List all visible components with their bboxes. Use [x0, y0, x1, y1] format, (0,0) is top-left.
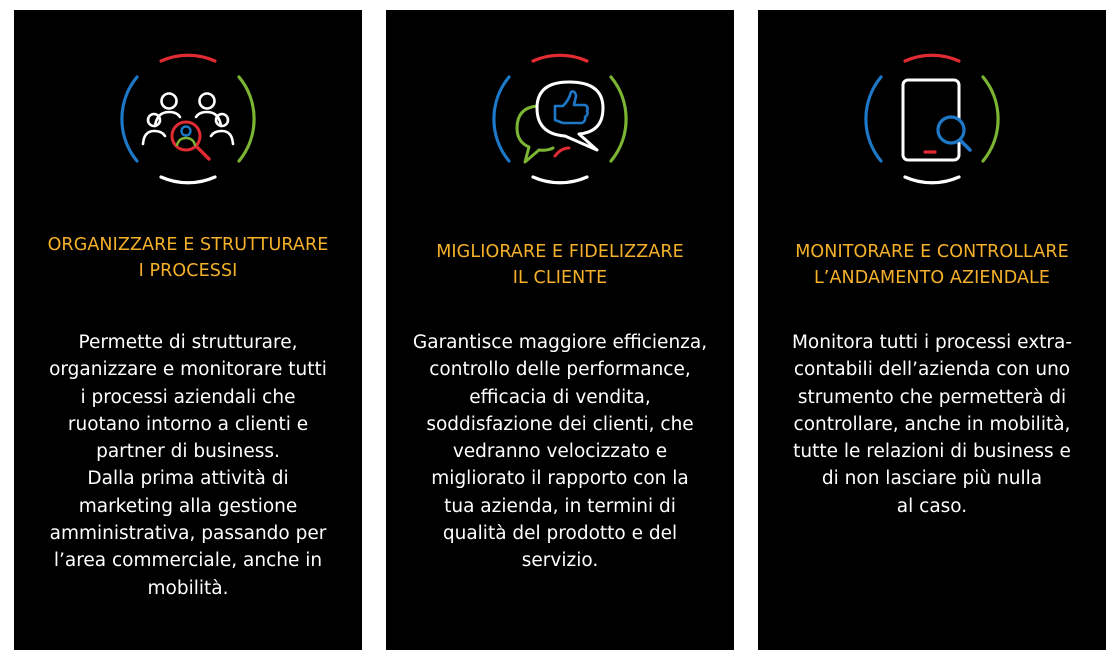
- card-title: ORGANIZZARE E STRUTTURARE I PROCESSI: [47, 235, 329, 281]
- card-description: Monitora tutti i processi extra- contabili dell’azienda con uno strumento che permetterà di controllare, anche in mobilità, tutte le relazioni di business e di non lasciare più nulla al caso.: [791, 332, 1073, 517]
- tablet-search-icon: [857, 44, 1007, 194]
- card-description: Permette di strutturare, organizzare e monitorare tutti i processi aziendali che ruotano intorno a clienti e partner di business. Dalla prima attività di marketing alla gestione amministrativa, passando per l’area commerciale, anche in mobilità.: [49, 332, 327, 599]
- people-search-icon: [113, 44, 263, 194]
- chat-thumbs-up-icon: [485, 44, 635, 194]
- feature-card-organize: [14, 10, 362, 650]
- feature-card-customer: [386, 10, 734, 650]
- card-title: MIGLIORARE E FIDELIZZARE IL CLIENTE: [436, 242, 684, 288]
- card-description: Garantisce maggiore efficienza, controllo delle performance, efficacia di vendita, soddisfazione dei clienti, che vedranno velocizzato e migliorato il rapporto con la tua azienda, in termini di qualità del prodotto e del servizio.: [412, 332, 708, 572]
- feature-card-monitor: [758, 10, 1106, 650]
- card-title: MONITORARE E CONTROLLARE L’ANDAMENTO AZIENDALE: [795, 242, 1069, 288]
